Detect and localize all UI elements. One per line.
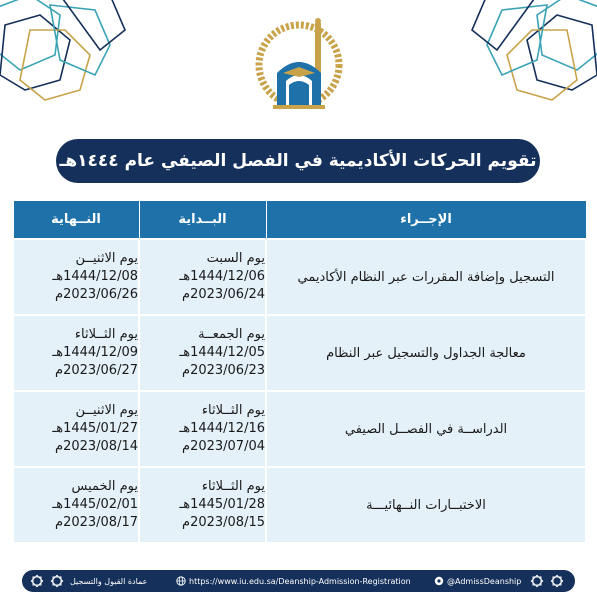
table-row	[13, 239, 586, 315]
gregorian-date: 2023/06/26م	[55, 287, 138, 302]
day-name: يوم الخميس	[71, 479, 138, 494]
column-header-action: الإجــراء	[266, 201, 586, 240]
footer-bar	[22, 570, 575, 592]
gregorian-date: 2023/08/17م	[55, 515, 138, 530]
start-date-cell	[139, 467, 266, 543]
day-name: يوم الثــلاثاء	[201, 403, 265, 418]
gregorian-date: 2023/06/23م	[182, 363, 265, 378]
website-url: https://www.iu.edu.sa/Deanship-Admission-Registration	[189, 576, 411, 586]
geometric-ornament-icon	[0, 0, 130, 110]
social-handle: @AdmissDeanship	[447, 576, 522, 586]
hijri-date: 1444/12/16هـ	[179, 421, 265, 436]
column-header-start: البــداية	[139, 201, 266, 240]
social-media-icon	[434, 576, 444, 586]
day-name: يوم الثــلاثاء	[201, 479, 265, 494]
octagram-icon	[50, 574, 64, 588]
end-date-cell	[13, 239, 139, 315]
action-cell: الاختبــارات النــهائيـــة	[266, 467, 586, 543]
action-cell: معالجة الجداول والتسجيل عبر النظام	[266, 315, 586, 391]
day-name: يوم الاثنيــن	[75, 251, 138, 266]
social-handle-link[interactable]	[434, 570, 521, 592]
octagram-icon	[30, 574, 44, 588]
globe-icon	[176, 576, 186, 586]
hijri-date: 1444/12/06هـ	[179, 269, 265, 284]
hijri-date: 1444/12/08هـ	[52, 269, 138, 284]
website-link[interactable]	[176, 570, 411, 592]
gregorian-date: 2023/06/27م	[55, 363, 138, 378]
start-date-cell	[139, 315, 266, 391]
octagram-icon	[550, 574, 564, 588]
table-row	[13, 391, 586, 467]
hijri-date: 1445/01/28هـ	[179, 497, 265, 512]
gregorian-date: 2023/08/15م	[182, 515, 265, 530]
gregorian-date: 2023/07/04م	[182, 439, 265, 454]
page-title: تقويم الحركات الأكاديمية في الفصل الصيفي عام ١٤٤٤هـ	[56, 139, 540, 183]
university-logo-icon	[253, 15, 345, 115]
day-name: يوم الجمعــة	[198, 327, 265, 342]
day-name: يوم الاثنيــن	[75, 403, 138, 418]
footer-decor-left	[30, 570, 147, 592]
geometric-ornament-icon	[467, 0, 597, 110]
end-date-cell	[13, 391, 139, 467]
start-date-cell	[139, 391, 266, 467]
action-cell: التسجيل وإضافة المقررات عبر النظام الأكاديمي	[266, 239, 586, 315]
day-name: يوم الثــلاثاء	[74, 327, 138, 342]
octagram-icon	[530, 574, 544, 588]
column-header-end: النــهاية	[13, 201, 139, 240]
deanship-name: عمادة القبول والتسجيل	[70, 576, 148, 586]
hijri-date: 1444/12/09هـ	[52, 345, 138, 360]
gregorian-date: 2023/08/14م	[55, 439, 138, 454]
end-date-cell	[13, 467, 139, 543]
hijri-date: 1444/12/05هـ	[179, 345, 265, 360]
academic-calendar-table	[12, 200, 587, 544]
table-header-row	[13, 201, 586, 240]
day-name: يوم السبت	[206, 251, 265, 266]
end-date-cell	[13, 315, 139, 391]
table-row	[13, 315, 586, 391]
hijri-date: 1445/01/27هـ	[52, 421, 138, 436]
footer-decor-right	[530, 570, 564, 592]
action-cell: الدراســة في الفصــل الصيفي	[266, 391, 586, 467]
gregorian-date: 2023/06/24م	[182, 287, 265, 302]
table-row	[13, 467, 586, 543]
hijri-date: 1445/02/01هـ	[52, 497, 138, 512]
start-date-cell	[139, 239, 266, 315]
